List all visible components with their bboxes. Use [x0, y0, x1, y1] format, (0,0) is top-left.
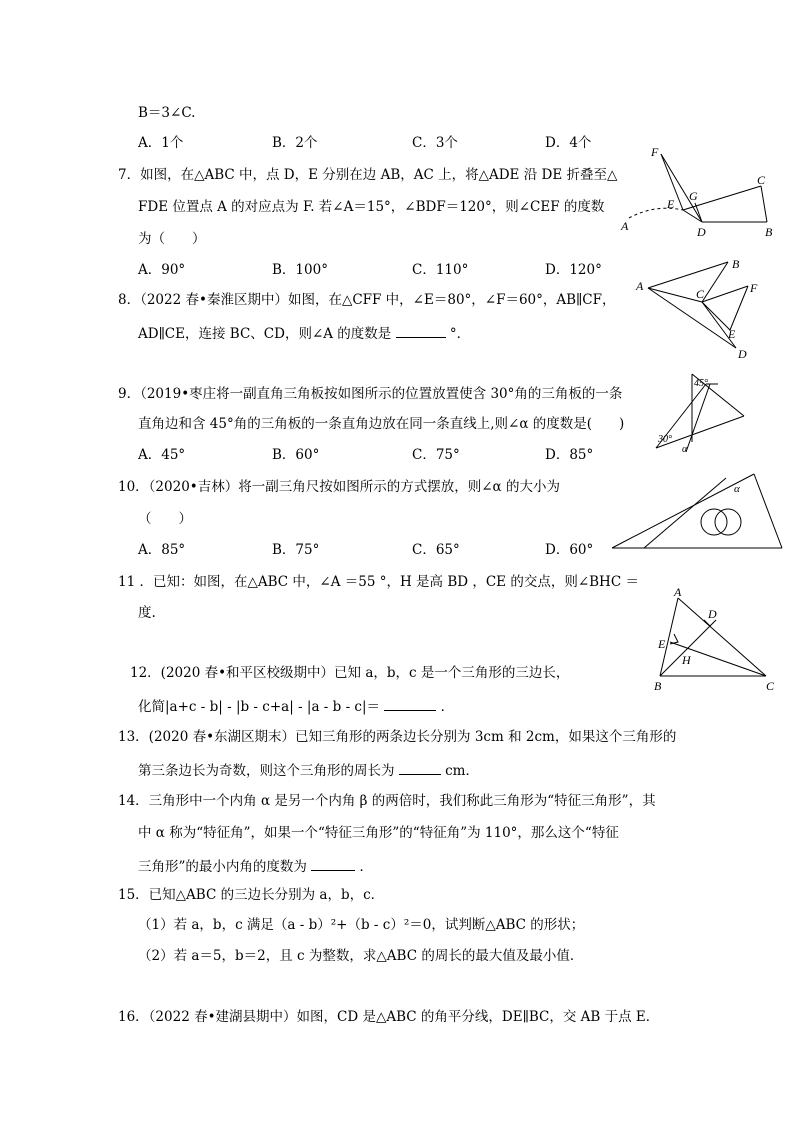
q14-line1: 14．三角形中一个内角 α 是另一个内角 β 的两倍时，我们称此三角形为“特征三角形”，其: [118, 793, 656, 809]
q9-line2: 直角边和含 45°角的三角板的一条直角边放在同一条直线上,则∠α 的度数是( ): [138, 416, 625, 432]
q7-label-e: E: [667, 197, 675, 211]
q8-line2: [138, 323, 470, 343]
q14-line3: [138, 856, 373, 876]
q11-label-c: C: [766, 679, 775, 693]
q12-line2-text: 化简|a+c - b| - |b - c+a| - |a - b - c|＝: [138, 699, 381, 715]
q7-option-b: B．100°: [272, 262, 328, 278]
q8-figure: [632, 252, 772, 364]
q10-option-b: B．75°: [272, 542, 320, 558]
q11-line1: 11 ．已知：如图，在△ABC 中，∠A ＝55 °，H 是高 BD ，CE 的交点，则∠BHC ＝: [118, 574, 639, 590]
q6-option-d: D．4个: [545, 135, 592, 151]
q8-line2-text: AD∥CE，连接 BC、CD，则∠A 的度数是: [138, 326, 392, 342]
q10-figure: [608, 470, 784, 550]
q6-option-b: B．2个: [272, 135, 318, 151]
q14-line2: 中 α 称为“特征角”，如果一个“特征三角形”的“特征角”为 110°，那么这个“特征: [138, 825, 619, 841]
q14-line3-suffix: ．: [359, 859, 373, 875]
q15-line2: （1）若 a，b，c 满足（a - b）²+（b - c）²＝0，试判断△ABC 的形状；: [138, 917, 585, 933]
q7-label-a: A: [621, 219, 629, 233]
q6-option-c: C．3个: [412, 135, 458, 151]
q10-option-d: D．60°: [545, 542, 594, 558]
q10-line2: （ ）: [138, 511, 192, 527]
q7-label-d: D: [697, 225, 706, 239]
q10-line1: 10．（2020•吉林）将一副三角尺按如图所示的方式摆放，则∠α 的大小为: [118, 479, 560, 495]
q16-line1: 16．（2022 春•建湖县期中）如图，CD 是△ABC 的角平分线，DE∥BC，交 AB 于点 E．: [118, 1009, 660, 1025]
q9-line1: 9．（2019•枣庄将一副直角三角板按如图所示的位置放置使含 30°角的三角板的一条: [118, 386, 623, 402]
q9-label-alpha: α: [682, 444, 688, 455]
q11-line2: 度.: [138, 605, 156, 621]
q8-label-d: D: [738, 347, 747, 361]
q12-line1: 12．(2020 春•和平区校级期中）已知 a，b，c 是一个三角形的三边长，: [130, 665, 570, 681]
q13-line2: [138, 760, 479, 780]
q14-answer-blank[interactable]: [311, 856, 355, 871]
q6-option-a: A．1个: [138, 135, 184, 151]
q11-label-e: E: [658, 637, 666, 651]
q7-line1: 7．如图，在△ABC 中，点 D，E 分别在边 AB，AC 上，将△ADE 沿 DE 折叠至△: [118, 167, 618, 183]
q11-label-a: A: [674, 585, 682, 599]
q7-line3: 为（ ）: [138, 231, 206, 247]
q8-label-e: E: [728, 327, 736, 341]
q10-option-a: A．85°: [138, 542, 186, 558]
q8-label-a: A: [636, 279, 644, 293]
q7-option-a: A．90°: [138, 262, 186, 278]
q9-option-b: B．60°: [272, 447, 320, 463]
q7-label-b: B: [765, 225, 773, 239]
q7-line2: FDE 位置点 A 的对应点为 F. 若∠A＝15°，∠BDF＝120°，则∠CEF 的度数: [138, 199, 605, 215]
q14-line3-text: 三角形”的最小内角的度数为: [138, 859, 307, 875]
q15-line3: （2）若 a＝5，b＝2，且 c 为整数，求△ABC 的周长的最大值及最小值．: [138, 948, 584, 964]
q12-line2-suffix: ．: [440, 699, 455, 715]
q12-answer-blank[interactable]: [384, 696, 436, 711]
q13-line1: 13．(2020 春•东湖区期末）已知三角形的两条边长分别为 3cm 和 2cm，如果这个三角形的: [118, 729, 677, 745]
q9-figure: [650, 370, 750, 456]
q6-tail: B＝3∠C.: [138, 105, 196, 121]
q11-label-h: H: [682, 653, 691, 667]
q9-option-a: A．45°: [138, 447, 186, 463]
q15-line1: 15．已知△ABC 的三边长分别为 a，b，c．: [118, 887, 385, 903]
q7-label-c: C: [757, 173, 766, 187]
q11-label-b: B: [654, 679, 662, 693]
q12-line2: [138, 696, 454, 716]
q9-label-45: 45°: [694, 378, 708, 389]
q8-label-c: C: [696, 287, 705, 301]
q7-option-d: D．120°: [545, 262, 602, 278]
q9-label-30: 30°: [658, 434, 672, 445]
q13-answer-blank[interactable]: [399, 760, 441, 775]
q7-option-c: C．110°: [412, 262, 469, 278]
q8-label-b: B: [732, 257, 740, 271]
q11-label-d: D: [708, 607, 717, 621]
q10-label-alpha: α: [734, 483, 740, 495]
q13-line2-text: 第三条边长为奇数，则这个三角形的周长为: [138, 763, 395, 779]
q8-line2-suffix: °．: [449, 326, 471, 342]
q8-answer-blank[interactable]: [396, 323, 446, 338]
q10-option-c: C．65°: [412, 542, 460, 558]
q7-label-f: F: [651, 145, 659, 159]
q9-option-c: C．75°: [412, 447, 460, 463]
q9-option-d: D．85°: [545, 447, 594, 463]
q8-line1: 8．（2022 春•秦淮区期中）如图，在△CFF 中，∠E＝80°，∠F＝60°，AB∥CF，: [118, 292, 616, 308]
q8-label-f: F: [750, 281, 758, 295]
q7-figure: [615, 140, 785, 240]
q11-figure: [650, 584, 780, 696]
q13-line2-suffix: cm．: [445, 763, 479, 779]
q7-label-g: G: [689, 189, 698, 203]
